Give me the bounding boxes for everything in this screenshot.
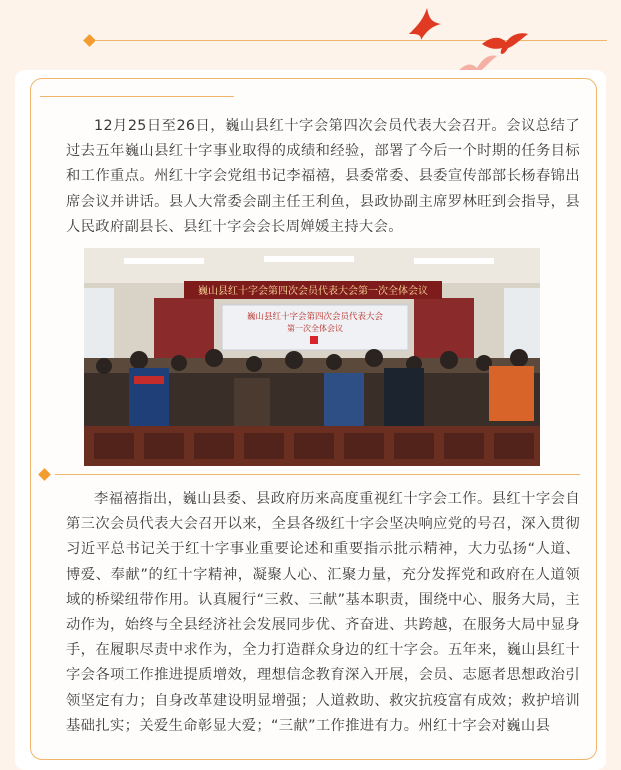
header-divider [95,40,607,41]
banner-text: 巍山县红十字会第四次会员代表大会第一次全体会议 [198,286,428,297]
article-paragraph-2: 李福禧指出，巍山县委、县政府历来高度重视红十字会工作。县红十字会自第三次会员代表大会召开以来，全县各级红十字会坚决响应党的号召，深入贯彻习近平总书记关于红十字事业重要论述和重要指示批示精神，大力弘扬“人道、博爱、奉献”的红十字精神，凝聚人心、汇聚力量，充分发挥党和政府在人道领域的桥梁纽带作用。认真履行“三救、三献”基本职责，围绕中心、服务大局，主动作为，始终与全县经济社会发展同步优、齐奋进、共跨越，在服务大局中显身手，在履职尽责中求作为，全力打造群众身边的红十字会。五年来，巍山县红十字会各项工作推进提质增效，理想信念教育深入开展，会员、志愿者思想政治引领坚定有力；自身改革建设明显增强；人道救助、救灾抗疫富有成效；救护培训基础扎实；关爱生命彰显大爱；“三献”工作推进有力。州红十字会对巍山县 [66,491,580,734]
article-paragraph-1: 12月25日至26日，巍山县红十字会第四次会员代表大会召开。会议总结了过去五年巍山县红十字事业取得的成绩和经验，部署了今后一个时期的任务目标和工作重点。州红十字会党组书记李福禧，县委常委、县委宣传部部长杨春锦出席会议并讲话。县人大常委会副主任王利鱼，县政协副主席罗林旺到会指导，县人民政府副县长、县红十字会会长周婵媛主持大会。 [66,118,580,235]
middle-separator [55,474,580,475]
screen-subtitle: 第一次全体会议 [287,324,343,333]
header-decoration [0,0,621,80]
screen-title: 巍山县红十字会第四次会员代表大会 [246,312,384,322]
meeting-photo [84,248,540,466]
red-bird-icon [405,4,445,44]
top-separator [40,96,234,97]
meeting-hall-illustration [84,248,540,466]
diamond-icon [83,34,96,47]
